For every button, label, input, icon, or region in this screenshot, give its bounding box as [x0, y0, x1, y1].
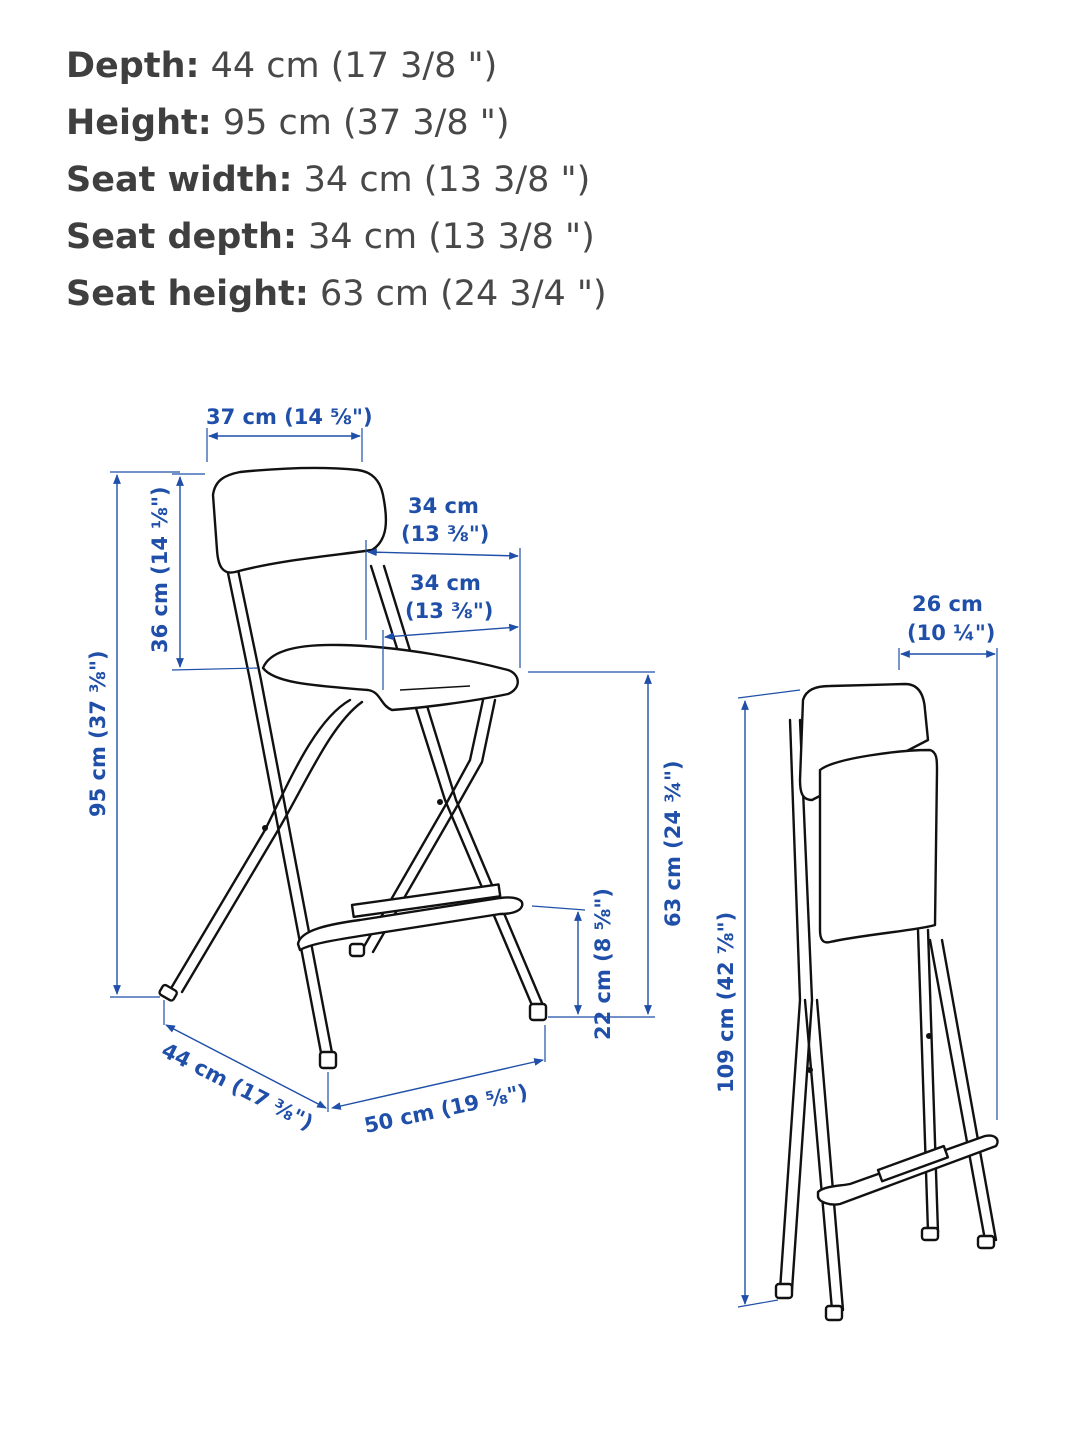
folded-width-cm-label: 26 cm — [912, 592, 983, 616]
folded-width-in-label: (10 ¼") — [907, 621, 996, 645]
spec-label: Seat width: — [66, 160, 293, 200]
spec-value: 34 cm (13 3/8 ") — [303, 160, 591, 200]
width-label: 50 cm (19 ⅝") — [362, 1079, 530, 1138]
seat-width-in-label: (13 ⅜") — [401, 522, 490, 546]
seat-depth-cm-label: 34 cm — [410, 571, 481, 595]
spec-value: 95 cm (37 3/8 ") — [222, 103, 510, 143]
spec-value: 44 cm (17 3/8 ") — [210, 46, 498, 86]
spec-label: Seat height: — [66, 274, 309, 314]
folded-chair-illustration — [776, 684, 998, 1320]
folded-height-label: 109 cm (42 ⅞") — [714, 911, 738, 1093]
spec-label: Depth: — [66, 46, 200, 86]
depth-label: 44 cm (17 ⅜") — [157, 1038, 318, 1136]
spec-value: 34 cm (13 3/8 ") — [308, 217, 595, 257]
seat-height-label: 63 cm (24 ¾") — [661, 760, 685, 927]
open-chair-illustration — [159, 468, 547, 1068]
spec-value: 63 cm (24 3/4 ") — [319, 274, 607, 314]
back-height-label: 36 cm (14 ⅛") — [148, 486, 172, 653]
seat-depth-in-label: (13 ⅜") — [405, 599, 494, 623]
footrest-height-label: 22 cm (8 ⅝") — [591, 888, 615, 1040]
spec-label: Seat depth: — [66, 217, 297, 257]
spec-label: Height: — [66, 103, 212, 143]
total-height-label: 95 cm (37 ⅜") — [86, 650, 110, 817]
seat-width-cm-label: 34 cm — [408, 494, 479, 518]
back-width-label: 37 cm (14 ⅝") — [206, 405, 373, 429]
